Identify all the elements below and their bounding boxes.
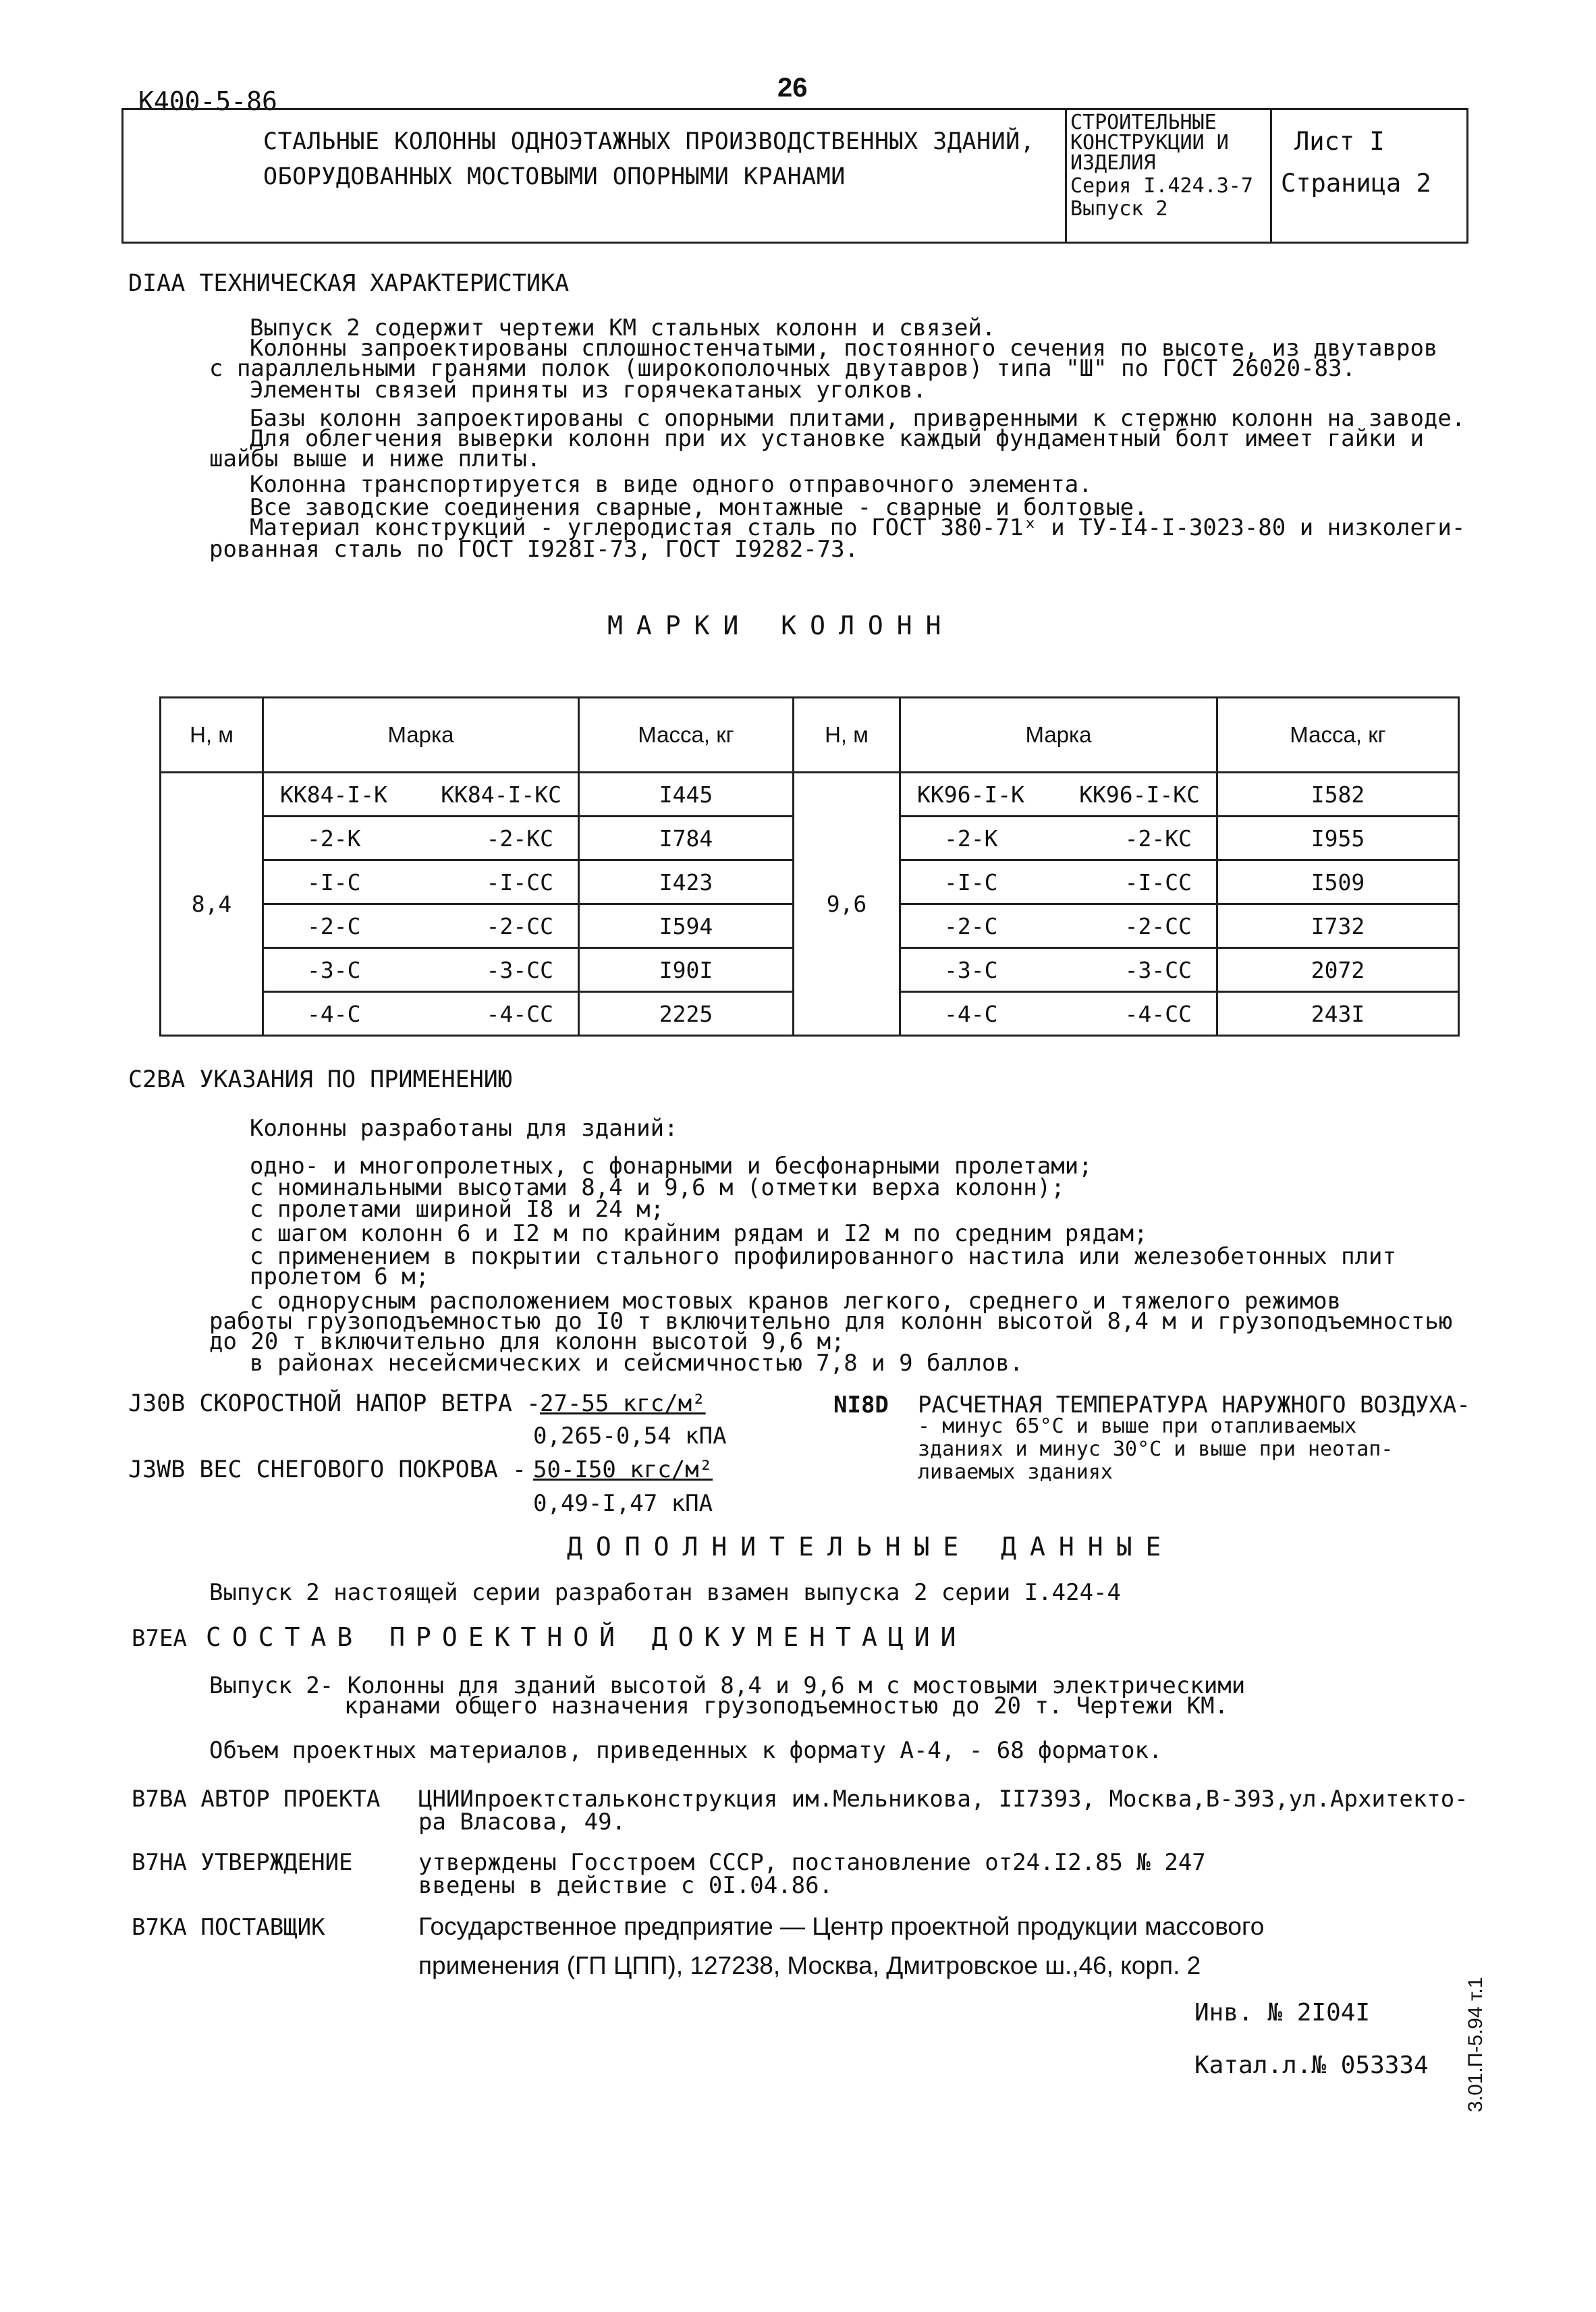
mark-ks: -2-КС [486, 825, 553, 852]
header-mark: Марка [900, 698, 1217, 773]
mark-ks: -3-СС [1124, 956, 1192, 983]
mark-ks: -I-СС [1124, 869, 1192, 896]
column-marks-table [159, 696, 1460, 1037]
page-number: 26 [777, 73, 808, 103]
usage-line: с применением в покрытии стального профилированного настила или железобетонных плит [250, 1243, 1396, 1270]
usage-line: с однорусным расположением мостовых кранов легкого, среднего и тяжелого режимов [250, 1288, 1342, 1315]
mark-cell [900, 948, 1217, 992]
mark-k: -2-К [944, 825, 998, 852]
page-label: Страница 2 [1281, 169, 1431, 198]
wind-kpa: 0,265-0,54 кПА [533, 1423, 727, 1450]
composition-code: B7EA [132, 1625, 187, 1652]
mark-ks: -3-СС [486, 956, 553, 983]
temperature-line: РАСЧЕТНАЯ ТЕМПЕРАТУРА НАРУЖНОГО ВОЗДУХА- [918, 1392, 1470, 1419]
additional-text: Выпуск 2 настоящей серии разработан взамен выпуска 2 серии I.424-4 [209, 1579, 1122, 1606]
usage-intro: Колонны разработаны для зданий: [250, 1115, 678, 1142]
temperature-code: NI8D [833, 1392, 889, 1419]
mark-cell [900, 817, 1217, 860]
mass-cell: I509 [1217, 860, 1459, 904]
author-line: ра Власова, 49. [418, 1809, 626, 1836]
group-height: 9,6 [794, 773, 900, 1036]
wind-value: 27-55 кгс/м² [540, 1390, 706, 1417]
title-block-divider [1270, 108, 1272, 242]
mass-cell: 243I [1217, 992, 1459, 1036]
tech-heading: DIAA ТЕХНИЧЕСКАЯ ХАРАКТЕРИСТИКА [128, 270, 570, 297]
mass-cell: I594 [579, 904, 794, 948]
mark-ks: -I-СС [486, 869, 553, 896]
temperature-line: ливаемых зданиях [918, 1460, 1113, 1484]
mass-cell: I90I [579, 948, 794, 992]
mark-k: КК84-I-К [280, 781, 387, 808]
mark-cell [900, 860, 1217, 904]
temperature-line: зданиях и минус 30°С и выше при неотап- [918, 1437, 1394, 1461]
header-mark: Марка [263, 698, 579, 773]
mark-cell [263, 773, 579, 817]
title-block-divider [1065, 108, 1067, 242]
tech-line: Выпуск 2 содержит чертежи КМ стальных колонн и связей. [250, 314, 996, 341]
tech-line: с параллельными гранями полок (широкополочных двутавров) типа "Ш" по ГОСТ 26020-83. [209, 355, 1356, 382]
mark-ks: -4-СС [486, 1000, 553, 1027]
mark-cell [263, 817, 579, 860]
table-row [161, 773, 1459, 817]
group-height: 8,4 [161, 773, 263, 1036]
mark-ks: КК96-I-КС [1079, 781, 1200, 808]
usage-heading: C2BA УКАЗАНИЯ ПО ПРИМЕНЕНИЮ [128, 1066, 512, 1093]
category-line3: ИЗДЕЛИЯ [1070, 151, 1156, 175]
mark-cell [263, 948, 579, 992]
mass-cell: I732 [1217, 904, 1459, 948]
category-line1: СТРОИТЕЛЬНЫЕ [1070, 111, 1217, 134]
composition-line: кранами общего назначения грузоподъемностью до 20 т. Чертежи КМ. [344, 1692, 1229, 1719]
approval-line: утверждены Госстроем СССР, постановление от24.I2.85 № 247 [418, 1849, 1206, 1876]
tech-line: шайбы выше и ниже плиты. [209, 445, 541, 472]
tech-line: Колонны запроектированы сплошностенчатыми, постоянного сечения по высоте, из двутавров [250, 335, 1438, 362]
composition-volume: Объем проектных материалов, приведенных к формату А-4, - 68 форматок. [209, 1737, 1163, 1764]
snow-kpa: 0,49-I,47 кПА [533, 1490, 713, 1517]
table-header-row [161, 698, 1459, 773]
mark-ks: -2-КС [1124, 825, 1192, 852]
mark-k: -2-С [307, 912, 361, 939]
mark-ks: -2-СС [1124, 912, 1192, 939]
wind-label: J30B СКОРОСТНОЙ НАПОР ВЕТРА - [128, 1390, 541, 1417]
mark-ks: -2-СС [486, 912, 553, 939]
mass-cell: I955 [1217, 817, 1459, 860]
tech-line: рованная сталь по ГОСТ I928I-73, ГОСТ I9282-73. [209, 536, 859, 563]
document-code: К400-5-86 [138, 86, 277, 116]
mark-k: -4-С [944, 1000, 998, 1027]
tech-line: Все заводские соединения сварные, монтажные - сварные и болтовые. [250, 494, 1148, 521]
supplier-line: Государственное предприятие — Центр проектной продукции массового [418, 1912, 1265, 1940]
mass-cell: I445 [579, 773, 794, 817]
issue-number: Выпуск 2 [1070, 197, 1168, 221]
tech-line: Базы колонн запроектированы с опорными плитами, приваренными к стержню колонн на заводе. [250, 405, 1466, 432]
mark-k: КК96-I-К [917, 781, 1024, 808]
mark-cell [263, 992, 579, 1036]
category-line2: КОНСТРУКЦИИ И [1070, 131, 1229, 155]
mark-k: -3-С [944, 956, 998, 983]
mark-cell [263, 904, 579, 948]
mass-cell: 2225 [579, 992, 794, 1036]
series-number: Серия I.424.3-7 [1070, 174, 1253, 198]
supplier-label: B7KA ПОСТАВЩИК [132, 1914, 325, 1941]
mark-k: -2-С [944, 912, 998, 939]
mark-cell [900, 992, 1217, 1036]
usage-line: с пролетами шириной I8 и 24 м; [250, 1196, 665, 1223]
author-label: B7BA АВТОР ПРОЕКТА [132, 1786, 381, 1813]
header-mass: Масса, кг [1217, 698, 1459, 773]
temperature-line: - минус 65°С и выше при отапливаемых [918, 1414, 1357, 1438]
additional-title: ДОПОЛНИТЕЛЬНЫЕ ДАННЫЕ [567, 1532, 1175, 1562]
mark-k: -4-С [307, 1000, 361, 1027]
snow-label: J3WB ВЕС СНЕГОВОГО ПОКРОВА - [128, 1456, 527, 1483]
sheet-label: Лист I [1294, 127, 1385, 156]
mark-k: -I-С [944, 869, 998, 896]
supplier-line: применения (ГП ЦПП), 127238, Москва, Дмитровское ш.,46, корп. 2 [418, 1952, 1201, 1979]
inventory-number: Инв. № 2I04I [1194, 1999, 1371, 2027]
tech-line: Материал конструкций - углеродистая сталь по ГОСТ 380-71ˣ и ТУ-I4-I-3023-80 и низколеги- [250, 514, 1466, 541]
composition-line: Выпуск 2- Колонны для зданий высотой 8,4 и 9,6 м с мостовыми электрическими [209, 1672, 1246, 1699]
approval-label: B7HA УТВЕРЖДЕНИЕ [132, 1849, 353, 1876]
usage-line: до 20 т включительно для колонн высотой 9,6 м; [209, 1328, 845, 1355]
document-title-line2: ОБОРУДОВАННЫХ МОСТОВЫМИ ОПОРНЫМИ КРАНАМИ [263, 163, 846, 190]
usage-line: в районах несейсмических и сейсмичностью 7,8 и 9 баллов. [250, 1350, 1024, 1377]
mark-ks: КК84-I-КС [441, 781, 561, 808]
header-mass: Масса, кг [579, 698, 794, 773]
mass-cell: 2072 [1217, 948, 1459, 992]
mark-cell [900, 904, 1217, 948]
document-title-line1: СТАЛЬНЫЕ КОЛОННЫ ОДНОЭТАЖНЫХ ПРОИЗВОДСТВЕННЫХ ЗДАНИЙ, [263, 128, 1035, 155]
snow-value: 50-I50 кгс/м² [533, 1456, 713, 1483]
marks-title: МАРКИ КОЛОНН [607, 611, 955, 640]
usage-line: с шагом колонн 6 и I2 м по крайним рядам и I2 м по средним рядам; [250, 1220, 1148, 1247]
mark-k: -3-С [307, 956, 361, 983]
usage-line: работы грузоподъемностью до I0 т включительно для колонн высотой 8,4 м и грузоподъемностью [209, 1308, 1453, 1335]
tech-line: Колонна транспортируется в виде одного отправочного элемента. [250, 471, 1093, 498]
vertical-document-code: 3.01.П-5.94 т.1 [1464, 1977, 1487, 2112]
mark-ks: -4-СС [1124, 1000, 1192, 1027]
mass-cell: I582 [1217, 773, 1459, 817]
mark-k: -2-К [307, 825, 361, 852]
usage-line: пролетом 6 м; [250, 1263, 430, 1290]
approval-line: введены в действие с 0I.04.86. [418, 1872, 833, 1899]
mass-cell: I423 [579, 860, 794, 904]
mark-cell [900, 773, 1217, 817]
mass-cell: I784 [579, 817, 794, 860]
mark-k: -I-С [307, 869, 361, 896]
tech-line: Для облегчения выверки колонн при их установке каждый фундаментный болт имеет гайки и [250, 425, 1424, 452]
header-height: Н, м [794, 698, 900, 773]
header-height: Н, м [161, 698, 263, 773]
mark-cell [263, 860, 579, 904]
catalog-number: Катал.л.№ 053334 [1194, 2052, 1429, 2079]
composition-title: СОСТАВ ПРОЕКТНОЙ ДОКУМЕНТАЦИИ [206, 1622, 967, 1652]
usage-line: одно- и многопролетных, с фонарными и бесфонарными пролетами; [250, 1153, 1093, 1180]
author-line: ЦНИИпроектстальконструкция им.Мельникова, II7393, Москва,В-393,ул.Архитекто- [418, 1786, 1468, 1813]
usage-line: с номинальными высотами 8,4 и 9,6 м (отметки верха колонн); [250, 1174, 1065, 1201]
tech-line: Элементы связей приняты из горячекатаных уголков. [250, 377, 927, 404]
